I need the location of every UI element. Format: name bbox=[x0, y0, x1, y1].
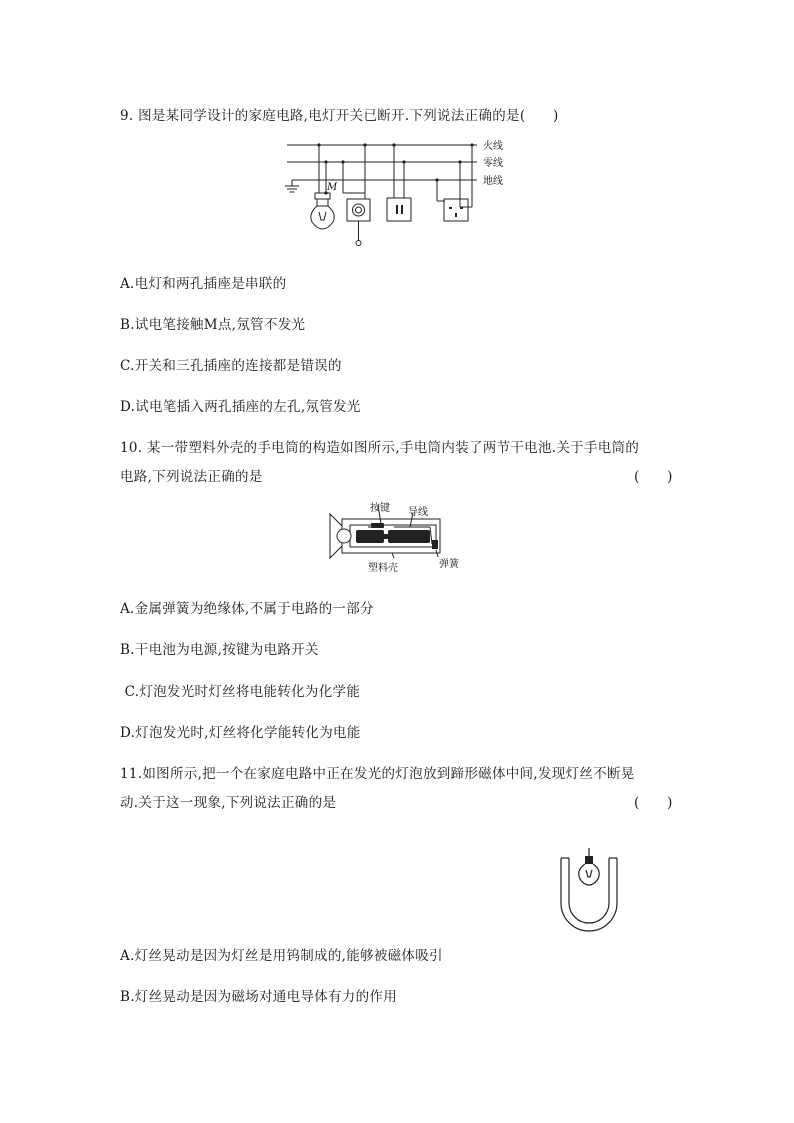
q10-option-b: B.干电池为电源,按键为电路开关 bbox=[120, 642, 319, 658]
q11-magnet-diagram bbox=[556, 848, 622, 934]
q9-option-c: C.开关和三孔插座的连接都是错误的 bbox=[120, 358, 342, 374]
q10-option-c: C.灯泡发光时灯丝将电能转化为化学能 bbox=[120, 684, 361, 700]
q9-circuit-diagram bbox=[282, 136, 522, 251]
q9-option-d: D.试电笔插入两孔插座的左孔,氖管发光 bbox=[120, 399, 361, 415]
button-label: 按键 bbox=[370, 503, 390, 514]
ground-line-label: 地线 bbox=[483, 176, 503, 187]
q11-option-a: A.灯丝晃动是因为灯丝是用钨制成的,能够被磁体吸引 bbox=[120, 948, 443, 964]
q9-stem: 9. 图是某同学设计的家庭电路,电灯开关已断开.下列说法正确的是( ) bbox=[120, 108, 559, 124]
q11-option-b: B.灯丝晃动是因为磁场对通电导体有力的作用 bbox=[120, 989, 398, 1005]
q10-stem-line2: 电路,下列说法正确的是 bbox=[120, 469, 263, 485]
q9-option-b: B.试电笔接触M点,氖管不发光 bbox=[120, 317, 306, 333]
q10-option-a: A.金属弹簧为绝缘体,不属于电路的一部分 bbox=[120, 601, 374, 617]
zero-line-label: 零线 bbox=[483, 158, 503, 169]
q10-stem-line1: 10. 某一带塑料外壳的手电筒的构造如图所示,手电筒内装了两节干电池.关于手电筒的 bbox=[120, 440, 640, 456]
wire-label: 导线 bbox=[408, 507, 428, 518]
spring-label: 弹簧 bbox=[439, 559, 459, 570]
q11-stem-line1: 11.如图所示,把一个在家庭电路中正在发光的灯泡放到蹄形磁体中间,发现灯丝不断晃 bbox=[120, 766, 635, 782]
fire-line-label: 火线 bbox=[483, 141, 503, 152]
shell-label: 塑料壳 bbox=[368, 563, 398, 574]
q11-stem-line2: 动.关于这一现象,下列说法正确的是 bbox=[120, 795, 337, 811]
q9-option-a: A.电灯和两孔插座是串联的 bbox=[120, 276, 287, 292]
q10-flashlight-diagram bbox=[328, 500, 468, 576]
q10-option-d: D.灯泡发光时,灯丝将化学能转化为电能 bbox=[120, 725, 361, 741]
point-m-label: M bbox=[327, 182, 338, 193]
q10-answer-paren: ( ) bbox=[634, 469, 673, 485]
q11-answer-paren: ( ) bbox=[634, 795, 673, 811]
